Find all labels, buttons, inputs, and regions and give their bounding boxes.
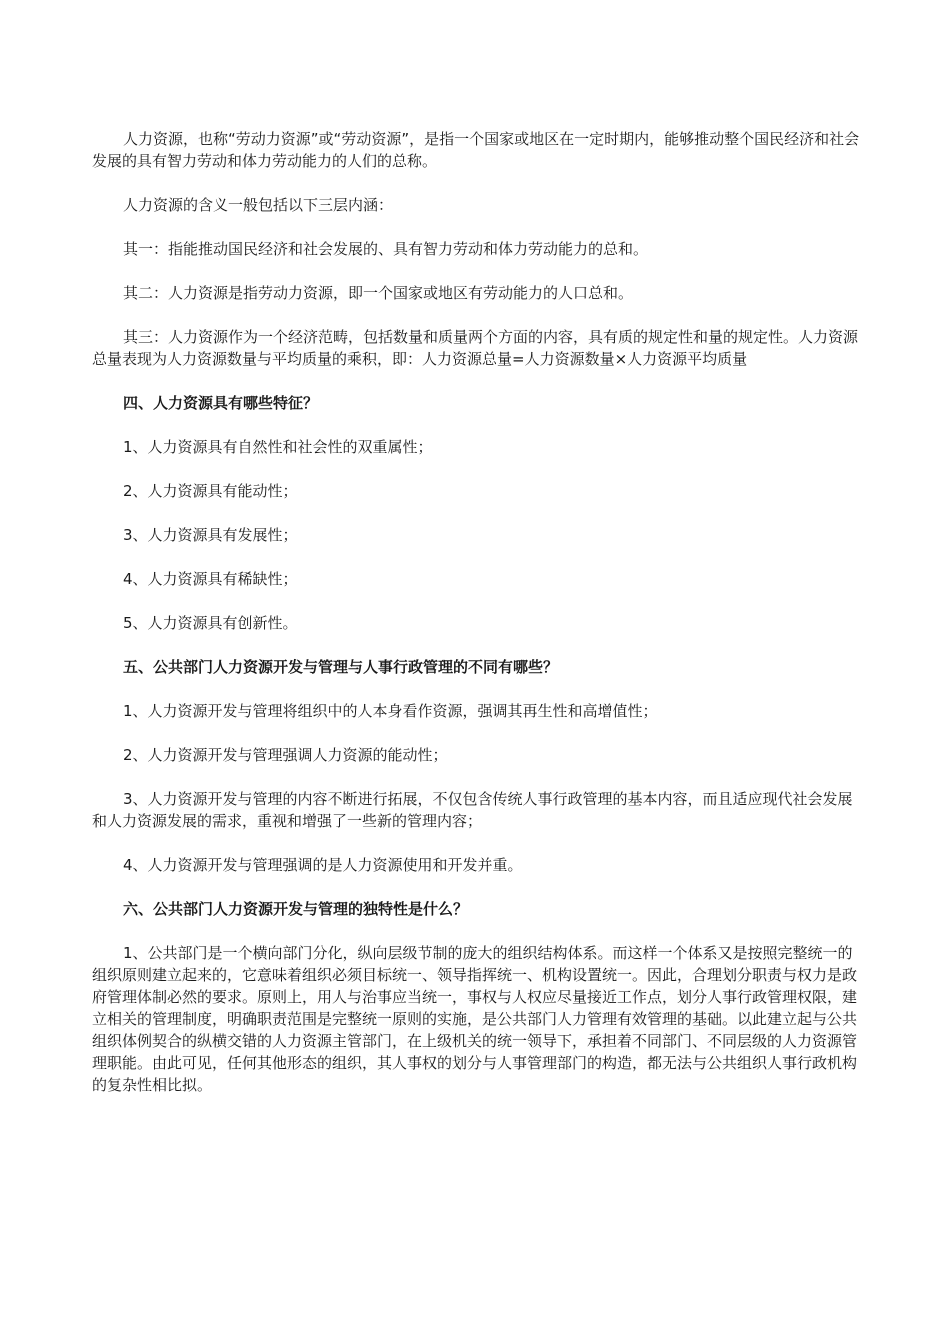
paragraph-meaning-1: 其一：指能推动国民经济和社会发展的、具有智力劳动和体力劳动能力的总和。 [123,240,649,258]
section-heading-4: 四、人力资源具有哪些特征？ [123,394,319,412]
list-item: 2、人力资源开发与管理强调人力资源的能动性； [123,746,448,764]
list-item: 1、人力资源具有自然性和社会性的双重属性； [123,438,433,456]
list-item: 1、公共部门是一个横向部门分化，纵向层级节制的庞大的组织结构体系。而这样一个体系又是按照完整统一的组织原则建立起来的，它意味着组织必须目标统一、领导指挥统一、机构设置统一。因此，合理划分职责与权力是政府管理体制必然的要求。原则上，用人与治事应当统一，事权与人权应尽量接近工作点，划分人事行政管理权限，建立相关的管理制度，明确职责范围是完整统一原则的实施，是公共部门人力管理有效管理的基础。以此建立起与公共组织体例契合的纵横交错的人力资源主管部门，在上级机关的统一领导下，承担着不同部门、不同层级的人力资源管理职能。由此可见，任何其他形态的组织，其人事权的划分与人事管理部门的构造，都无法与公共组织人事行政机构的复杂性相比拟。 [92,944,858,1094]
paragraph-definition: 人力资源，也称“劳动力资源”或“劳动资源”，是指一个国家或地区在一定时期内，能够推动整个国民经济和社会发展的具有智力劳动和体力劳动能力的人们的总称。 [92,130,860,170]
paragraph-meaning-3: 其三：人力资源作为一个经济范畴，包括数量和质量两个方面的内容，具有质的规定性和量的规定性。人力资源总量表现为人力资源数量与平均质量的乘积，即：人力资源总量=人力资源数量×人力资源平均质量 [92,328,859,368]
section-heading-6: 六、公共部门人力资源开发与管理的独特性是什么？ [123,900,469,918]
section-heading-5: 五、公共部门人力资源开发与管理与人事行政管理的不同有哪些？ [123,658,559,676]
list-item: 5、人力资源具有创新性。 [123,614,298,632]
list-item: 3、人力资源具有发展性； [123,526,298,544]
list-item: 1、人力资源开发与管理将组织中的人本身看作资源，强调其再生性和高增值性； [123,702,658,720]
list-item: 4、人力资源开发与管理强调的是人力资源使用和开发并重。 [123,856,523,874]
list-item: 4、人力资源具有稀缺性； [123,570,298,588]
list-item: 3、人力资源开发与管理的内容不断进行拓展，不仅包含传统人事行政管理的基本内容，而且适应现代社会发展和人力资源发展的需求，重视和增强了一些新的管理内容； [92,790,853,830]
list-item: 2、人力资源具有能动性； [123,482,298,500]
paragraph-meaning-2: 其二：人力资源是指劳动力资源，即一个国家或地区有劳动能力的人口总和。 [123,284,634,302]
paragraph-meaning-intro: 人力资源的含义一般包括以下三层内涵： [123,196,394,214]
document-body [92,128,862,1096]
